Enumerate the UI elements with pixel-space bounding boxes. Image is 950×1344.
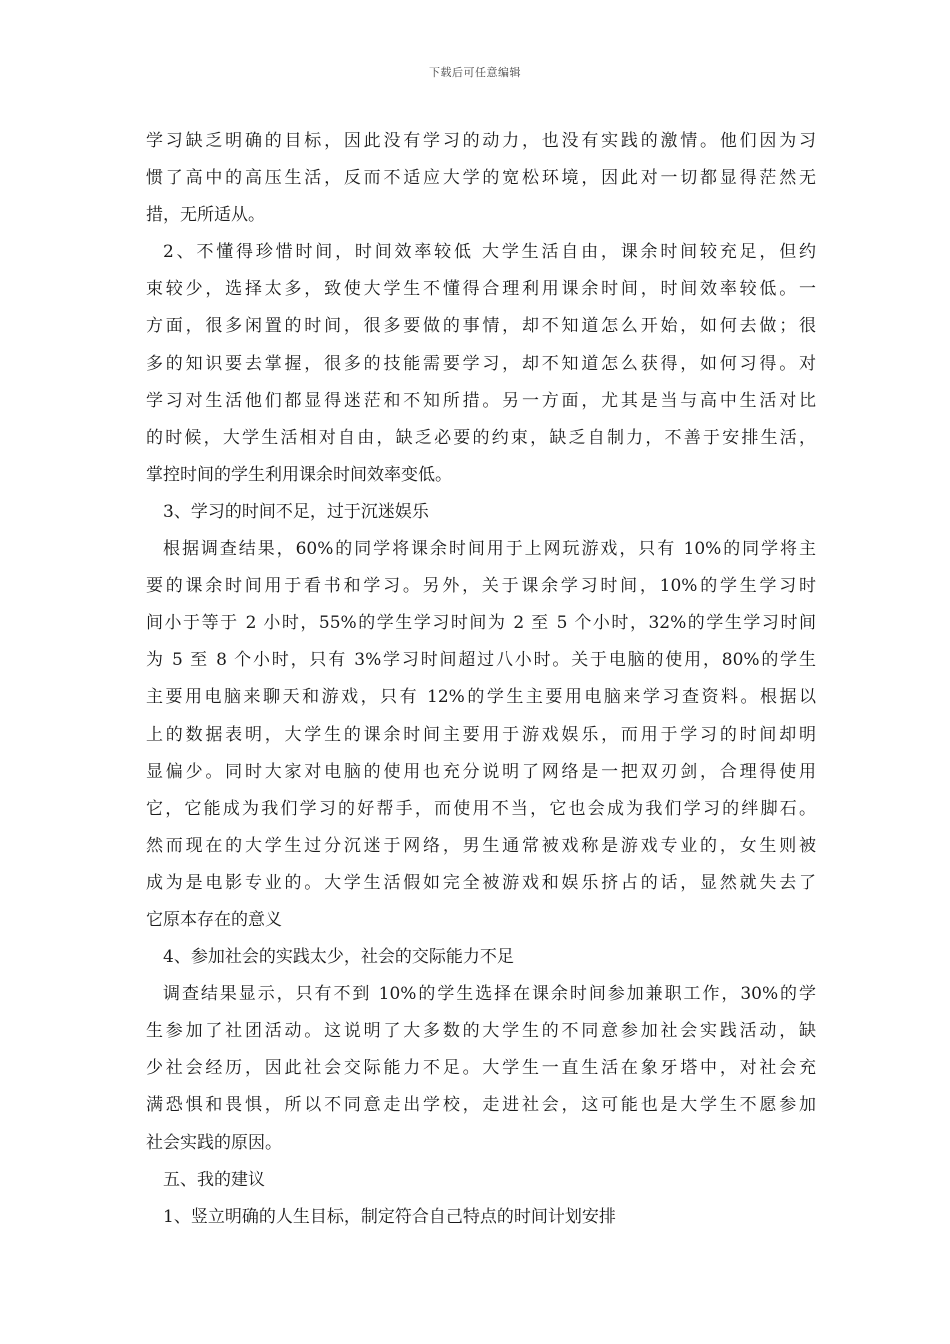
text-line: 成为是电影专业的。大学生活假如完全被游戏和娱乐挤占的话，显然就失去了 — [146, 872, 816, 893]
text-line: 措，无所适从。 — [146, 205, 265, 226]
text-line: 1、竖立明确的人生目标，制定符合自己特点的时间计划安排 — [163, 1206, 616, 1227]
text-line: 方面，很多闲置的时间，很多要做的事情，却不知道怎么开始，如何去做；很 — [146, 316, 816, 337]
text-line: 五、我的建议 — [163, 1169, 265, 1190]
document-body — [146, 123, 816, 1236]
page-header: 下载后可任意编辑 — [429, 66, 521, 79]
text-line: 束较少，选择太多，致使大学生不懂得合理利用课余时间，时间效率较低。一 — [146, 279, 816, 300]
text-line: 显偏少。同时大家对电脑的使用也充分说明了网络是一把双刃剑，合理得使用 — [146, 761, 816, 782]
text-line: 学习缺乏明确的目标，因此没有学习的动力，也没有实践的激情。他们因为习 — [146, 131, 816, 151]
text-line: 4、参加社会的实践太少，社会的交际能力不足 — [163, 947, 514, 968]
text-line: 间小于等于 2 小时，55%的学生学习时间为 2 至 5 个小时，32%的学生学习时间 — [146, 613, 816, 634]
text-line: 根据调查结果，60%的同学将课余时间用于上网玩游戏，只有 10%的同学将主 — [163, 539, 816, 560]
text-line: 主要用电脑来聊天和游戏，只有 12%的学生主要用电脑来学习查资料。根据以 — [146, 687, 816, 708]
text-line: 为 5 至 8 个小时，只有 3%学习时间超过八小时。关于电脑的使用，80%的学生 — [146, 650, 816, 671]
text-line: 调查结果显示，只有不到 10%的学生选择在课余时间参加兼职工作，30%的学 — [163, 984, 816, 1005]
text-line: 学习对生活他们都显得迷茫和不知所措。另一方面，尤其是当与高中生活对比 — [146, 390, 816, 411]
text-line: 少社会经历，因此社会交际能力不足。大学生一直生活在象牙塔中，对社会充 — [146, 1058, 816, 1079]
text-line: 的时候，大学生活相对自由，缺乏必要的约束，缺乏自制力，不善于安排生活， — [146, 427, 816, 448]
text-line: 2、不懂得珍惜时间，时间效率较低 大学生活自由，课余时间较充足，但约 — [163, 242, 816, 263]
text-line: 3、学习的时间不足，过于沉迷娱乐 — [163, 501, 429, 522]
text-line: 满恐惧和畏惧，所以不同意走出学校，走进社会，这可能也是大学生不愿参加 — [146, 1095, 816, 1116]
text-line: 多的知识要去掌握，很多的技能需要学习，却不知道怎么获得，如何习得。对 — [146, 353, 816, 374]
text-line: 掌控时间的学生利用课余时间效率变低。 — [146, 464, 452, 485]
text-line: 上的数据表明，大学生的课余时间主要用于游戏娱乐，而用于学习的时间却明 — [146, 724, 816, 745]
text-line: 然而现在的大学生过分沉迷于网络，男生通常被戏称是游戏专业的，女生则被 — [146, 835, 816, 856]
text-line: 惯了高中的高压生活，反而不适应大学的宽松环境，因此对一切都显得茫然无 — [146, 168, 816, 189]
text-line: 生参加了社团活动。这说明了大多数的大学生的不同意参加社会实践活动，缺 — [146, 1021, 816, 1042]
text-line: 它，它能成为我们学习的好帮手，而使用不当，它也会成为我们学习的绊脚石。 — [146, 798, 816, 819]
text-line: 它原本存在的意义 — [146, 909, 282, 930]
text-line: 社会实践的原因。 — [146, 1132, 282, 1153]
text-line: 要的课余时间用于看书和学习。另外，关于课余学习时间，10%的学生学习时 — [146, 576, 816, 597]
